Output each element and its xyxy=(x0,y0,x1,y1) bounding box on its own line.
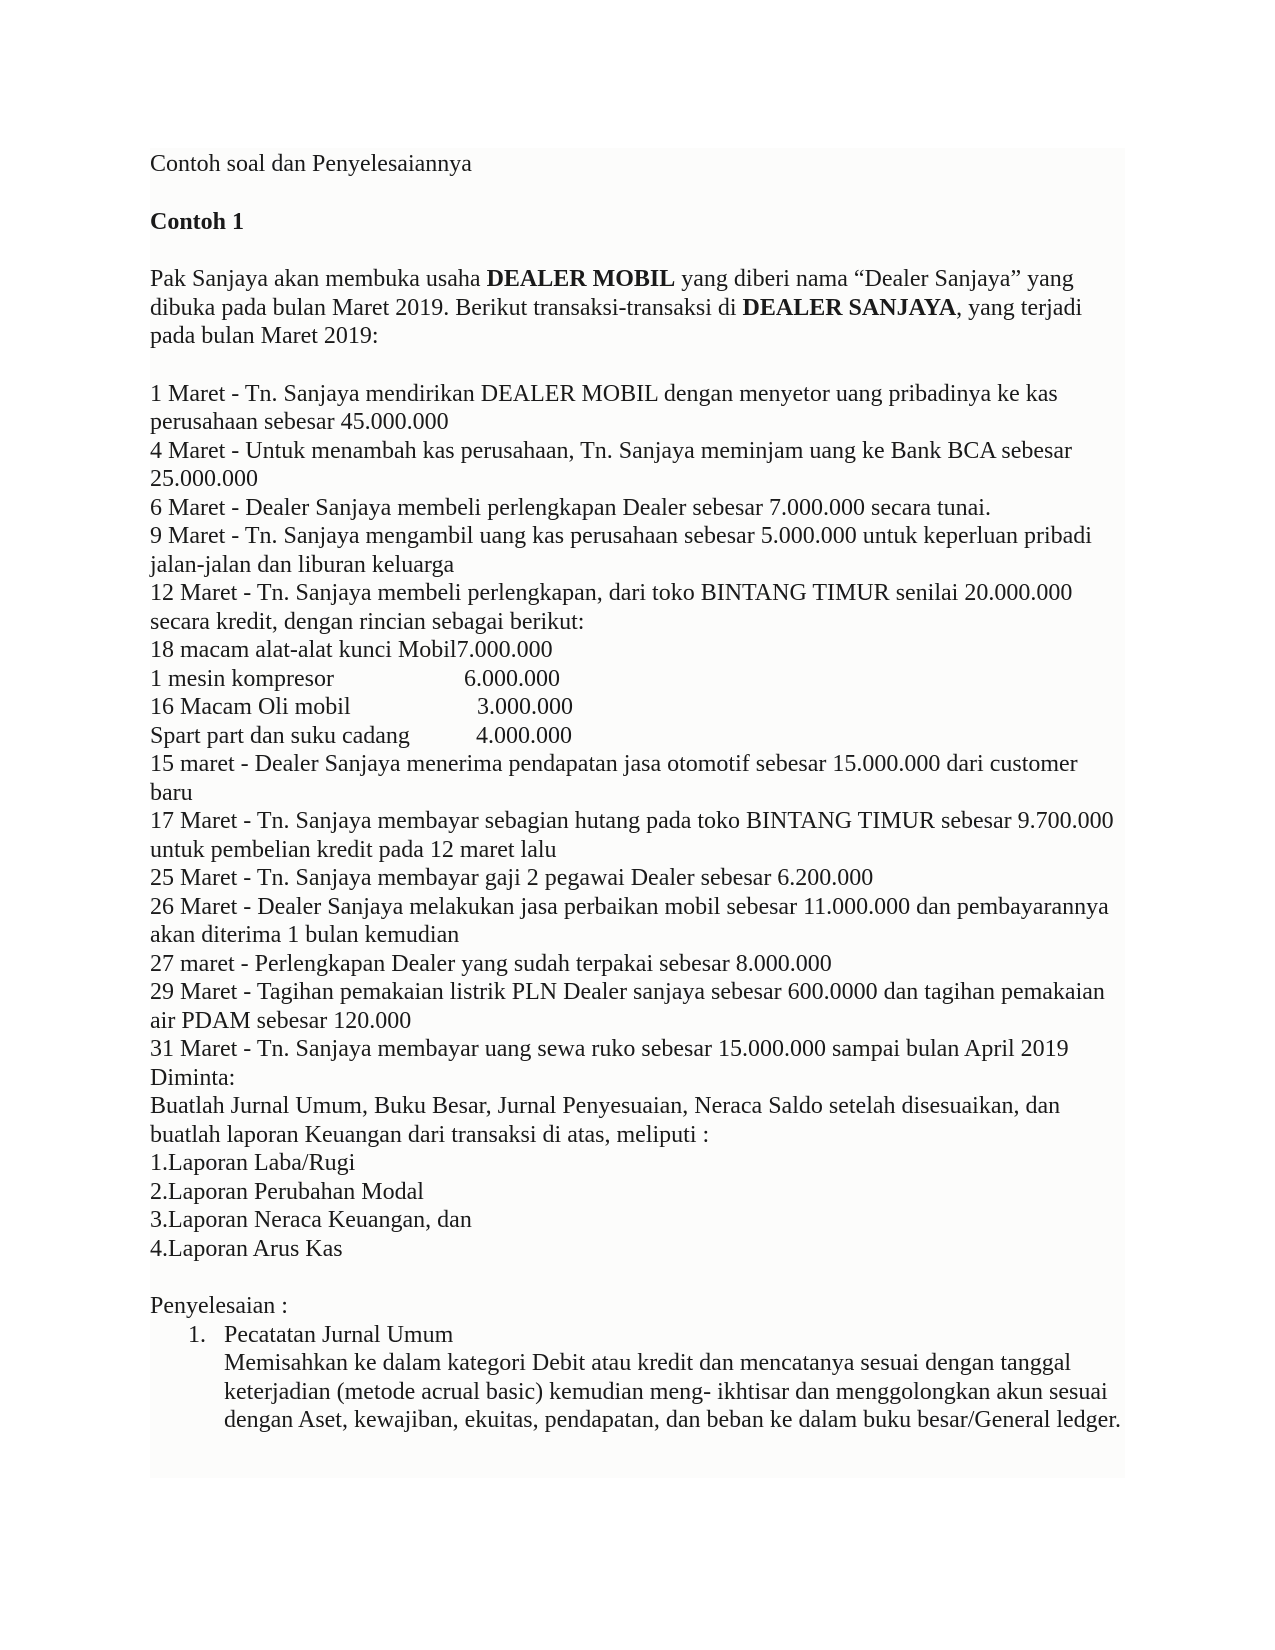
transaction-item: 26 Maret - Dealer Sanjaya melakukan jasa perbaikan mobil sebesar 11.000.000 dan pembayarannya akan diterima 1 bulan kemudian xyxy=(150,893,1109,948)
transaction-item: 31 Maret - Tn. Sanjaya membayar uang sewa ruko sebesar 15.000.000 sampai bulan April 2019 xyxy=(150,1036,1069,1062)
solution-number: 1. xyxy=(188,1321,206,1348)
detail-item: 18 macam alat-alat kunci Mobil xyxy=(150,637,457,663)
solution-label: Penyelesaian : xyxy=(150,1293,288,1319)
transaction-item: 25 Maret - Tn. Sanjaya membayar gaji 2 pegawai Dealer sebesar 6.200.000 xyxy=(150,865,874,891)
transaction-item: 17 Maret - Tn. Sanjaya membayar sebagian hutang pada toko BINTANG TIMUR sebesar 9.700.000 untuk pembelian kredit pada 12 maret lalu xyxy=(150,808,1114,863)
transaction-item: 12 Maret - Tn. Sanjaya membeli perlengkapan, dari toko BINTANG TIMUR senilai 20.000.000 secara kredit, dengan rincian sebagai berikut: xyxy=(150,580,1073,635)
detail-row xyxy=(150,665,1125,694)
transaction-item: 29 Maret - Tagihan pemakaian listrik PLN Dealer sanjaya sebesar 600.0000 dan tagihan pemakaian air PDAM sebesar 120.000 xyxy=(150,979,1105,1034)
intro-text-3: , yang terjadi pada bulan Maret 2019: xyxy=(150,294,1083,349)
transaction-item: 1 Maret - Tn. Sanjaya mendirikan DEALER MOBIL dengan menyetor uang pribadinya ke kas perusahaan sebesar 45.000.000 xyxy=(150,380,1058,435)
document-body xyxy=(150,150,1125,1435)
solution-title: Pecatatan Jurnal Umum xyxy=(224,1321,454,1348)
report-item: 2.Laporan Perubahan Modal xyxy=(150,1178,424,1205)
detail-item: 16 Macam Oli mobil xyxy=(150,694,351,720)
report-list xyxy=(150,1149,1125,1263)
transaction-item: 15 maret - Dealer Sanjaya menerima pendapatan jasa otomotif sebesar 15.000.000 dari customer baru xyxy=(150,751,1078,806)
report-item: 4.Laporan Arus Kas xyxy=(150,1235,343,1262)
solution-item xyxy=(150,1321,1125,1435)
spacer xyxy=(150,1263,1125,1292)
detail-item: 1 mesin kompresor xyxy=(150,665,334,692)
transaction-item: 9 Maret - Tn. Sanjaya mengambil uang kas perusahaan sebesar 5.000.000 untuk keperluan pribadi jalan-jalan dan liburan keluarga xyxy=(150,523,1092,578)
report-item: 1.Laporan Laba/Rugi xyxy=(150,1150,356,1176)
intro-paragraph xyxy=(150,265,1125,351)
detail-list xyxy=(150,636,1125,750)
solution-text: Memisahkan ke dalam kategori Debit atau kredit dan mencatanya sesuai dengan tanggal keterjadian (metode acrual basic) kemudian meng- ikhtisar dan menggolongkan akun sesuai dengan Aset, kewajiban, ekuitas, pendapatan, dan beban ke dalam buku besar/General ledger. xyxy=(224,1350,1121,1433)
report-item: 3.Laporan Neraca Keuangan, dan xyxy=(150,1207,472,1233)
detail-row xyxy=(150,636,1125,665)
detail-row xyxy=(150,693,1125,722)
solution-list xyxy=(150,1321,1125,1435)
transaction-list xyxy=(150,380,1125,1064)
detail-row xyxy=(150,722,1125,751)
intro-bold-dealer-sanjaya: DEALER SANJAYA xyxy=(742,294,957,321)
detail-amount: 3.000.000 xyxy=(477,694,573,720)
detail-amount: 7.000.000 xyxy=(456,637,553,663)
document-title: Contoh soal dan Penyelesaiannya xyxy=(150,151,472,177)
detail-amount: 4.000.000 xyxy=(476,722,572,749)
transaction-item: 27 maret - Perlengkapan Dealer yang sudah terpakai sebesar 8.000.000 xyxy=(150,950,832,977)
example-heading: Contoh 1 xyxy=(150,208,245,235)
transaction-item: 4 Maret - Untuk menambah kas perusahaan, Tn. Sanjaya meminjam uang ke Bank BCA sebesar 25.000.000 xyxy=(150,437,1072,492)
diminta-label: Diminta: xyxy=(150,1064,236,1091)
intro-bold-dealer-mobil: DEALER MOBIL xyxy=(486,266,676,292)
diminta-text: Buatlah Jurnal Umum, Buku Besar, Jurnal Penyesuaian, Neraca Saldo setelah disesuaikan, dan buatlah laporan Keuangan dari transaksi di atas, meliputi : xyxy=(150,1093,1061,1148)
intro-text-1: Pak Sanjaya akan membuka usaha xyxy=(150,266,487,292)
intro-text-2: yang diberi nama “Dealer Sanjaya” yang dibuka pada bulan Maret 2019. Berikut transaksi-transaksi di xyxy=(150,266,1074,321)
detail-amount: 6.000.000 xyxy=(464,665,560,692)
detail-item: Spart part dan suku cadang xyxy=(150,722,410,749)
transaction-item: 6 Maret - Dealer Sanjaya membeli perlengkapan Dealer sebesar 7.000.000 secara tunai. xyxy=(150,494,991,521)
